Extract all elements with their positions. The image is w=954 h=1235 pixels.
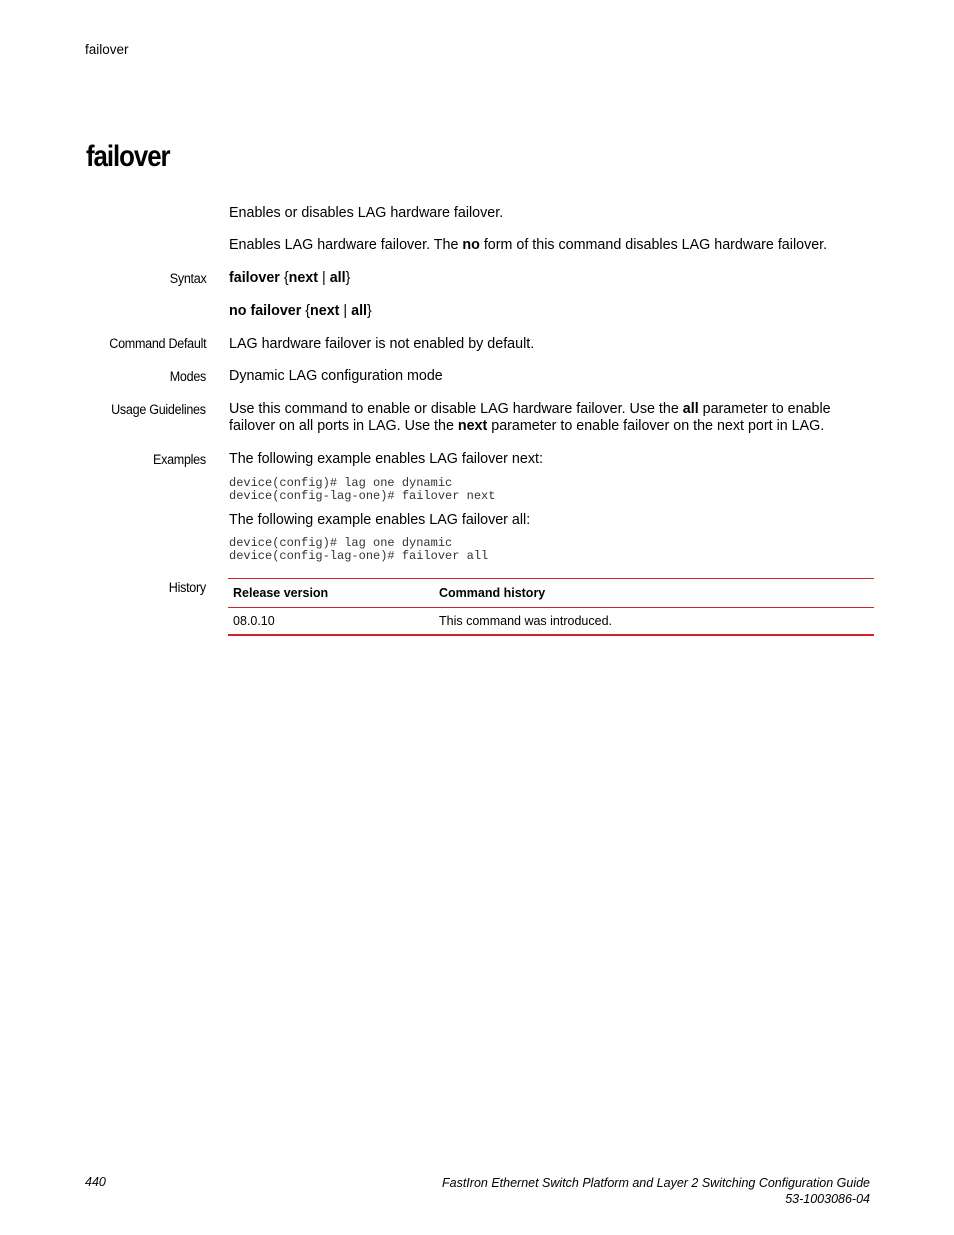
detail-text: Enables LAG hardware failover. The no form of this command disables LAG hardware failover. [229, 237, 828, 253]
modes-label: Modes [169, 369, 206, 384]
page-number: 440 [85, 1175, 106, 1189]
release-version-cell: 08.0.10 [228, 608, 434, 636]
syntax-label: Syntax [169, 271, 206, 286]
history-label: History [168, 580, 206, 595]
running-header: failover [85, 42, 129, 57]
command-history-cell: This command was introduced. [434, 608, 874, 636]
column-header-release-version: Release version [228, 579, 434, 608]
syntax-line-1: failover {next | all} [229, 270, 351, 286]
usage-guidelines-label: Usage Guidelines [111, 402, 206, 417]
example-1-code: device(config)# lag one dynamic device(config-lag-one)# failover next [229, 476, 496, 503]
example-2-code: device(config)# lag one dynamic device(config-lag-one)# failover all [229, 536, 489, 563]
summary-text: Enables or disables LAG hardware failover. [229, 205, 504, 221]
history-header-row [228, 579, 874, 608]
example-1-intro: The following example enables LAG failover next: [229, 451, 543, 467]
page-title: failover [86, 140, 170, 173]
example-2-intro: The following example enables LAG failover all: [229, 512, 531, 528]
command-default-text: LAG hardware failover is not enabled by default. [229, 336, 535, 352]
history-table [228, 578, 874, 636]
footer-doc-title: FastIron Ethernet Switch Platform and Layer 2 Switching Configuration Guide [442, 1176, 870, 1190]
usage-guidelines-text: Use this command to enable or disable LAG hardware failover. Use the all parameter to enable failover on all ports in LAG. Use the next parameter to enable failover on the next port in LAG. [229, 401, 831, 434]
modes-text: Dynamic LAG configuration mode [229, 368, 443, 384]
examples-label: Examples [153, 452, 206, 467]
command-default-label: Command Default [108, 336, 206, 351]
footer-doc-number: 53-1003086-04 [785, 1192, 870, 1206]
table-row [228, 608, 874, 636]
footer-doc-info [442, 1175, 870, 1207]
keyword-no: no [462, 237, 480, 253]
syntax-line-2: no failover {next | all} [229, 303, 372, 319]
column-header-command-history: Command history [434, 579, 874, 608]
